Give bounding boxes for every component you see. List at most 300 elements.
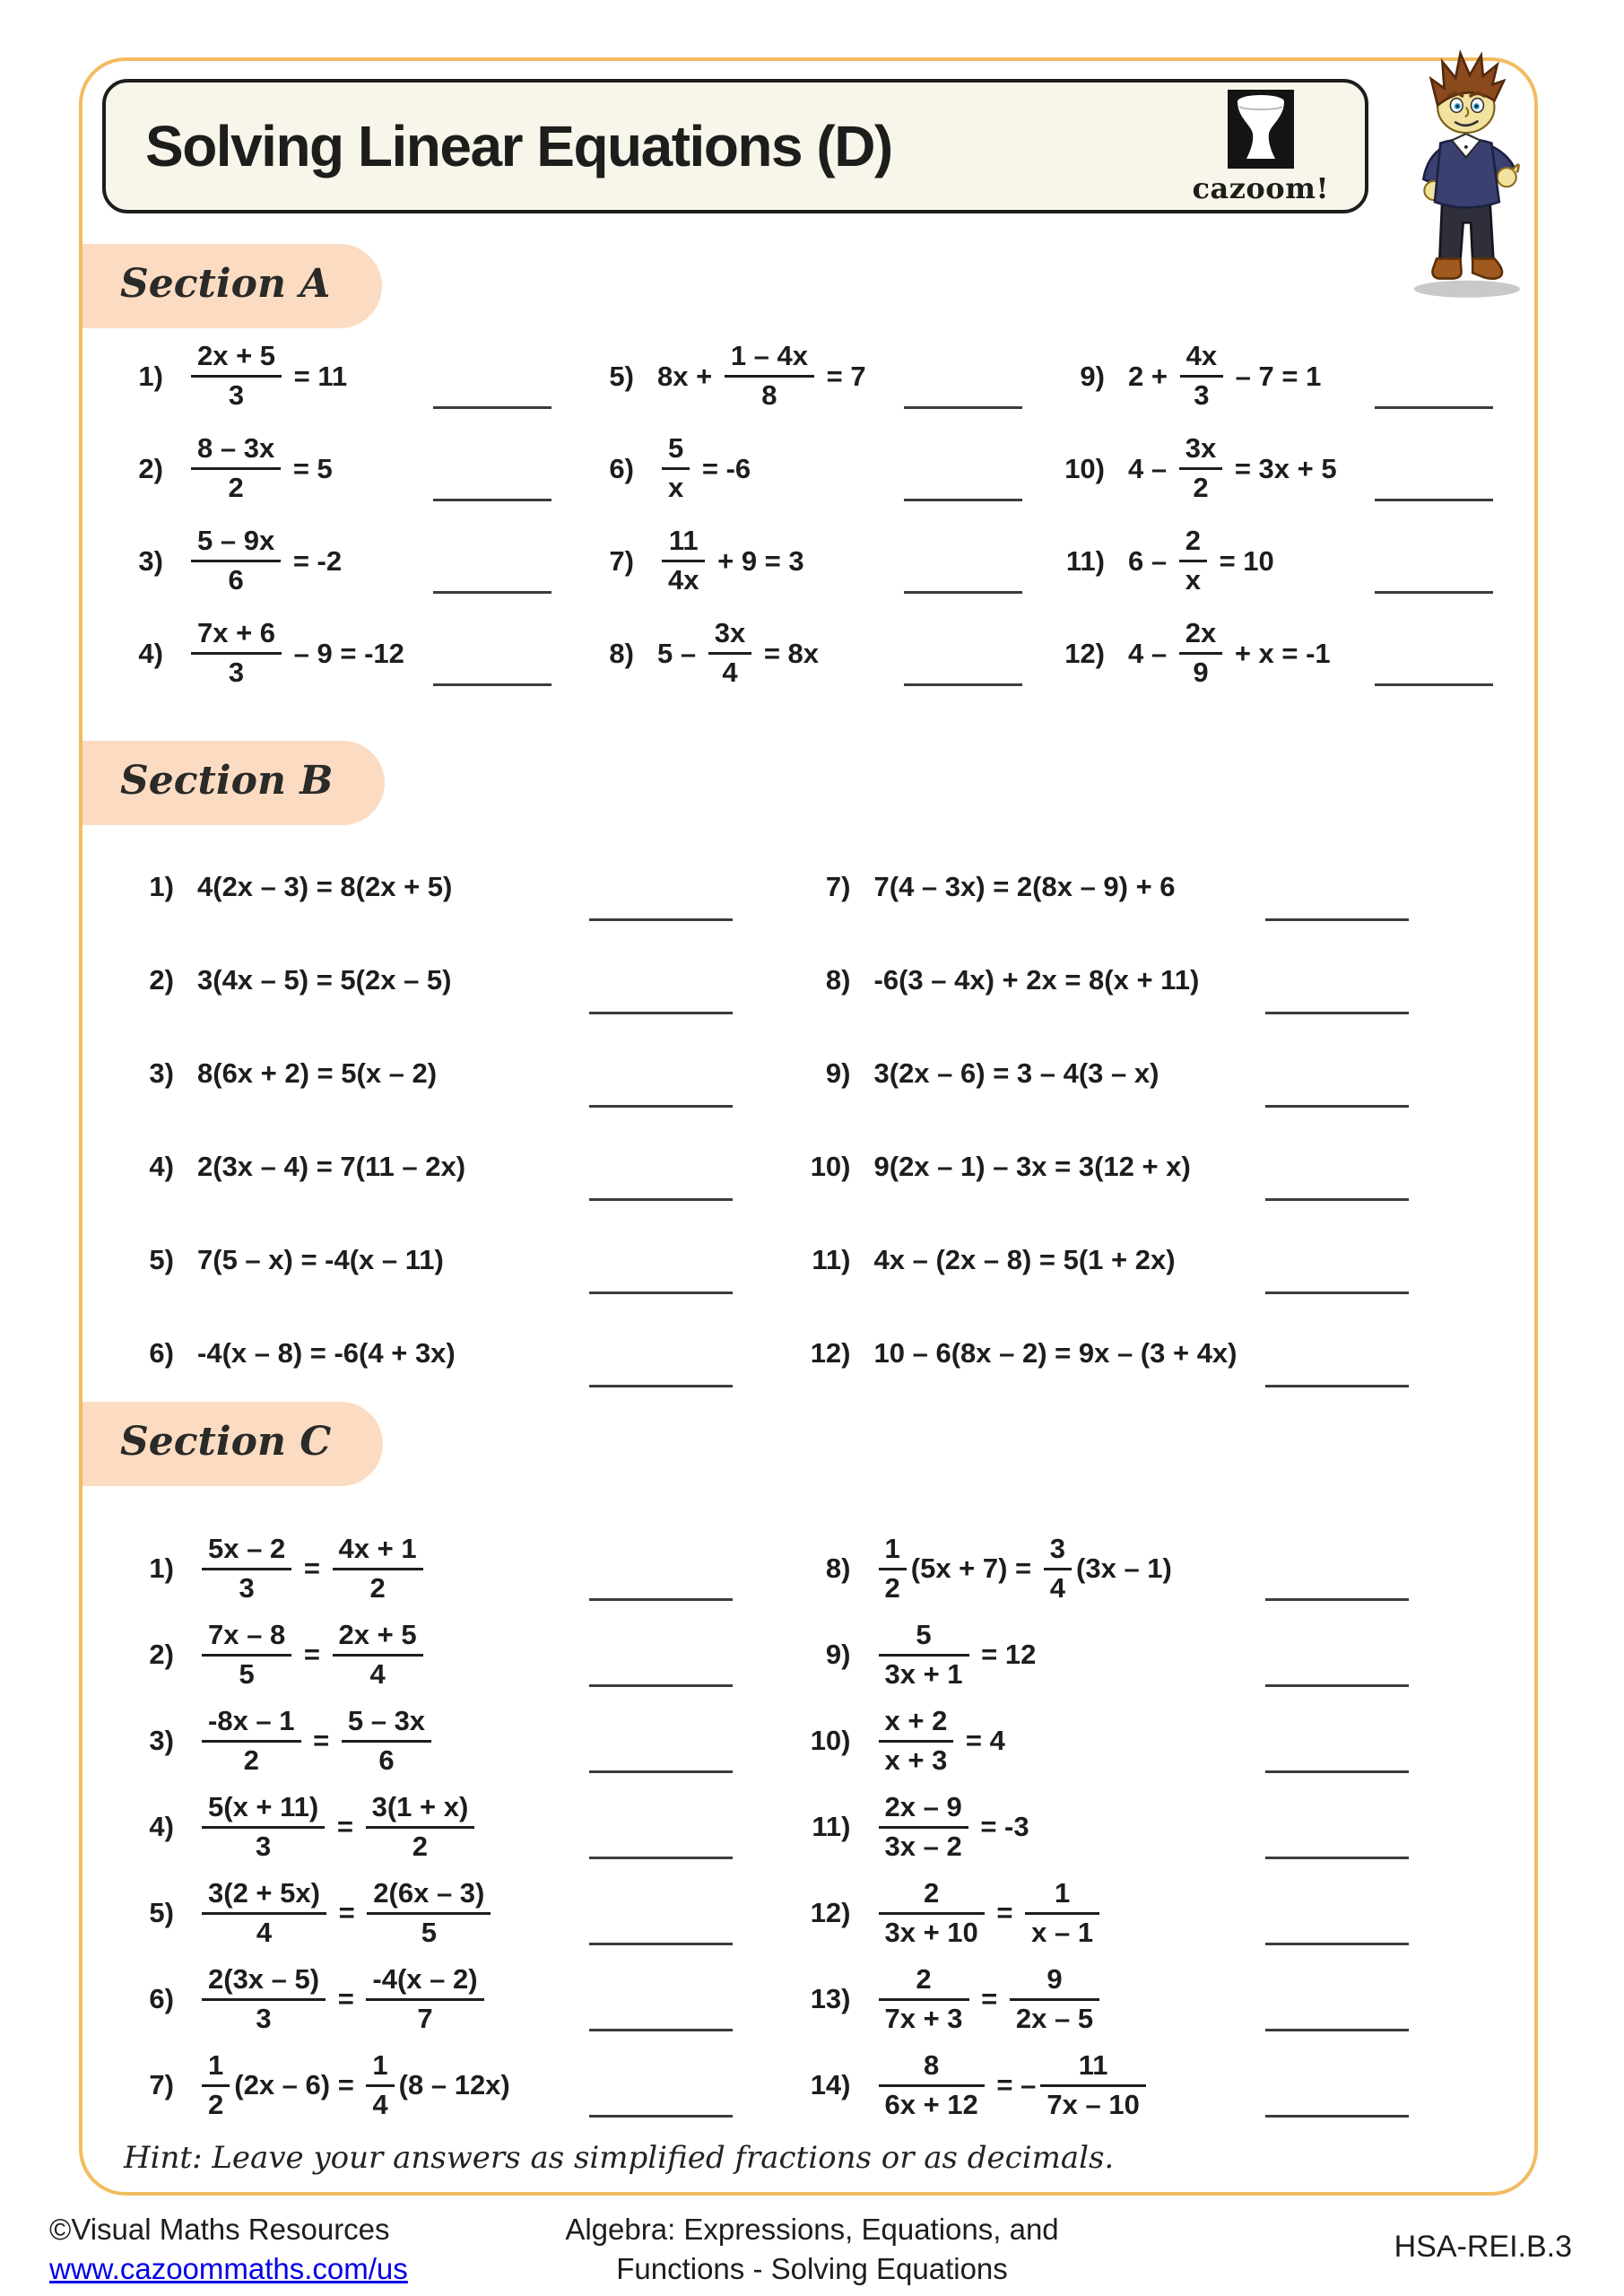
- equation: [197, 1620, 428, 1690]
- equation: [197, 1057, 437, 1090]
- fraction-denominator: 4: [1049, 1571, 1066, 1604]
- fraction-denominator: 3: [1194, 379, 1210, 411]
- answer-blank: [433, 683, 551, 686]
- equation-text: = 12: [973, 1639, 1037, 1670]
- equation-item: [578, 422, 1049, 515]
- category-line-1: Algebra: Expressions, Equations, and: [565, 2213, 1059, 2246]
- item-number: 13): [810, 1983, 851, 2014]
- fraction-numerator: 3x: [708, 618, 751, 655]
- answer-blank: [1265, 1770, 1409, 1773]
- equation-column: [578, 330, 1049, 700]
- equation-text: (2x – 6) =: [234, 2069, 362, 2100]
- fraction-denominator: 3: [228, 379, 245, 411]
- equation-text: 7(5 – x) = -4(x – 11): [197, 1244, 444, 1275]
- fraction-denominator: 3x – 2: [884, 1830, 962, 1862]
- equation: [874, 1792, 1029, 1862]
- answer-blank: [433, 406, 551, 409]
- fraction: [662, 433, 690, 503]
- equation-text: 2(3x – 4) = 7(11 – 2x): [197, 1151, 466, 1182]
- fraction: [202, 1706, 301, 1776]
- equation: [874, 871, 1176, 903]
- item-number: 1): [149, 871, 174, 902]
- equation-item: [795, 1698, 1472, 1784]
- fraction-denominator: 2: [1193, 472, 1209, 503]
- equation-text: 10 – 6(8x – 2) = 9x – (3 + 4x): [873, 1337, 1238, 1369]
- category-line-2: Functions - Solving Equations: [616, 2252, 1008, 2285]
- item-number: 10): [810, 1725, 851, 1756]
- fraction-denominator: 2: [369, 1571, 386, 1604]
- item-number: 8): [825, 1552, 851, 1584]
- equation-item: [118, 1307, 795, 1400]
- equation-text: =: [296, 1552, 328, 1584]
- equation-item: [118, 1027, 795, 1120]
- fraction: [342, 1706, 431, 1776]
- fraction-numerator: 1: [879, 1534, 907, 1570]
- fraction-numerator: 5: [662, 433, 690, 470]
- equation-item: [118, 1526, 795, 1612]
- footer: [0, 2208, 1624, 2296]
- fraction-numerator: 3(2 + 5x): [202, 1878, 326, 1915]
- fraction-denominator: 2: [228, 472, 244, 503]
- equation-item: [795, 1307, 1472, 1400]
- answer-blank: [1375, 591, 1493, 594]
- item-number: 2): [149, 964, 174, 996]
- equation-column: [108, 330, 578, 700]
- equation-text: – 7 = 1: [1228, 360, 1322, 392]
- equation-text: = 5: [285, 452, 333, 484]
- equation: [197, 1878, 495, 1948]
- equation-text: = -6: [694, 452, 751, 484]
- equation: [874, 2050, 1151, 2120]
- item-number: 3): [138, 544, 163, 577]
- item-number: 1): [138, 360, 163, 392]
- fraction-numerator: 7x + 6: [191, 618, 282, 655]
- equation-column: [795, 1526, 1472, 2128]
- item-number: 5): [609, 360, 634, 392]
- item-number: 4): [138, 637, 163, 669]
- item-number: 9): [825, 1057, 851, 1089]
- fraction-denominator: 4: [372, 2088, 388, 2120]
- equation-text: = 10: [1211, 544, 1274, 577]
- fraction-numerator: 5: [879, 1620, 969, 1657]
- equation-item: [795, 1612, 1472, 1698]
- equation: [187, 341, 347, 411]
- fraction: [879, 1620, 969, 1690]
- equation-text: =: [988, 1897, 1021, 1928]
- section-b-heading: Section B: [83, 741, 385, 825]
- fraction: [879, 1534, 907, 1604]
- fraction-numerator: x + 2: [879, 1706, 954, 1743]
- fraction: [1040, 2050, 1145, 2120]
- fraction-numerator: 5x – 2: [202, 1534, 291, 1570]
- equation: [197, 1792, 479, 1862]
- item-number: 11): [812, 1811, 851, 1842]
- equation-item: [795, 1120, 1472, 1213]
- fraction-denominator: 6x + 12: [884, 2088, 978, 2120]
- fraction-numerator: 3x: [1179, 433, 1222, 470]
- answer-blank: [1375, 406, 1493, 409]
- equation: [874, 1964, 1105, 2034]
- equation-text: = 3x + 5: [1227, 452, 1337, 484]
- equation-text: (5x + 7) =: [910, 1552, 1039, 1584]
- fraction-numerator: -4(x – 2): [366, 1964, 483, 2001]
- equation: [197, 1534, 428, 1604]
- fraction-denominator: 7: [417, 2002, 433, 2034]
- item-number: 10): [810, 1151, 851, 1182]
- equation: [657, 618, 819, 688]
- fraction-denominator: 4: [369, 1657, 386, 1690]
- equation-item: [108, 515, 578, 607]
- item-number: 8): [609, 637, 634, 669]
- fraction-denominator: 5: [421, 1916, 437, 1948]
- equation: [1128, 526, 1274, 596]
- answer-blank: [1265, 2115, 1409, 2118]
- equation-column: [118, 1526, 795, 2128]
- fraction: [1180, 341, 1223, 411]
- fraction: [662, 526, 705, 596]
- footer-credits: [49, 2210, 408, 2289]
- answer-blank: [589, 2029, 733, 2031]
- equation-text: = -2: [285, 544, 343, 577]
- item-number: 11): [1065, 544, 1105, 577]
- equation: [197, 2050, 510, 2120]
- fraction-denominator: x: [1185, 564, 1201, 596]
- fraction-numerator: 5(x + 11): [202, 1792, 325, 1829]
- answer-blank: [1265, 1943, 1409, 1945]
- equation-text: 7(4 – 3x) = 2(8x – 9) + 6: [873, 871, 1176, 902]
- fraction-denominator: x – 1: [1031, 1916, 1094, 1948]
- website-link[interactable]: www.cazoommaths.com/us: [49, 2252, 408, 2285]
- fraction: [202, 1878, 326, 1948]
- fraction-numerator: 2(3x – 5): [202, 1964, 326, 2001]
- fraction: [202, 1792, 325, 1862]
- equation: [874, 1057, 1159, 1090]
- fraction: [1179, 526, 1207, 596]
- fraction: [725, 341, 814, 411]
- fraction: [879, 2050, 985, 2120]
- fraction-denominator: 2: [243, 1744, 259, 1776]
- fraction: [367, 1878, 491, 1948]
- fraction: [366, 2050, 394, 2120]
- fraction-denominator: 3x + 10: [884, 1916, 978, 1948]
- item-number: 2): [138, 452, 163, 484]
- equation-item: [795, 2042, 1472, 2128]
- fraction-numerator: -8x – 1: [202, 1706, 301, 1743]
- fraction-numerator: 1: [202, 2050, 230, 2087]
- equation-text: -4(x – 8) = -6(4 + 3x): [197, 1337, 456, 1369]
- equation: [874, 1534, 1172, 1604]
- equation-text: = 11: [286, 360, 348, 392]
- fraction: [708, 618, 751, 688]
- equation-item: [118, 1612, 795, 1698]
- equation-item: [118, 2042, 795, 2128]
- equation-text: =: [973, 1983, 1005, 2014]
- answer-blank: [589, 1198, 733, 1201]
- answer-blank: [1375, 683, 1493, 686]
- equation-text: = 4: [958, 1725, 1005, 1756]
- fraction-numerator: 9: [1010, 1964, 1099, 2001]
- item-number: 7): [149, 2069, 174, 2100]
- copyright-text: ©Visual Maths Resources: [49, 2213, 390, 2246]
- fraction-numerator: 7x – 8: [202, 1620, 291, 1657]
- section-a-heading: Section A: [83, 244, 382, 328]
- equation: [874, 1620, 1037, 1690]
- fraction-denominator: 9: [1193, 657, 1209, 688]
- fraction-denominator: 4x: [668, 564, 699, 596]
- fraction-denominator: 7x – 10: [1046, 2088, 1140, 2120]
- fraction-denominator: 5: [239, 1657, 255, 1690]
- equation: [874, 1337, 1238, 1370]
- item-number: 5): [149, 1244, 174, 1275]
- answer-blank: [589, 1012, 733, 1014]
- answer-blank: [589, 1684, 733, 1687]
- fraction: [1044, 1534, 1072, 1604]
- equation-text: =: [329, 1811, 361, 1842]
- fraction: [333, 1620, 423, 1690]
- equation-text: 4x – (2x – 8) = 5(1 + 2x): [873, 1244, 1176, 1275]
- answer-blank: [589, 1105, 733, 1108]
- fraction: [366, 1964, 483, 2034]
- equation-item: [1049, 330, 1520, 422]
- fraction-numerator: 2: [1179, 526, 1207, 562]
- answer-blank: [589, 1857, 733, 1859]
- equation-text: =: [296, 1639, 328, 1670]
- fraction: [1010, 1964, 1099, 2034]
- fraction: [202, 1620, 291, 1690]
- equation-text: =: [305, 1725, 337, 1756]
- fraction-numerator: 1 – 4x: [725, 341, 814, 378]
- fraction-denominator: x + 3: [884, 1744, 948, 1776]
- answer-blank: [1265, 1292, 1409, 1294]
- answer-blank: [1265, 1012, 1409, 1014]
- equation-column: [118, 840, 795, 1400]
- section-a-equations: [108, 330, 1520, 700]
- item-number: 4): [149, 1151, 174, 1182]
- equation-text: -6(3 – 4x) + 2x = 8(x + 11): [873, 964, 1200, 996]
- equation: [657, 433, 751, 503]
- item-number: 8): [825, 964, 851, 996]
- equation: [187, 618, 404, 688]
- fraction-numerator: 5 – 9x: [191, 526, 281, 562]
- equation: [657, 341, 866, 411]
- fraction-numerator: 1: [1025, 1878, 1099, 1915]
- answer-blank: [1375, 499, 1493, 501]
- answer-blank: [589, 918, 733, 921]
- equation-item: [118, 1784, 795, 1870]
- hint-text: Hint: Leave your answers as simplified fractions or as decimals.: [124, 2140, 1115, 2176]
- answer-blank: [1265, 1684, 1409, 1687]
- equation-item: [795, 1027, 1472, 1120]
- equation-item: [795, 1784, 1472, 1870]
- item-number: 5): [149, 1897, 174, 1928]
- equation-item: [108, 422, 578, 515]
- equation-item: [118, 1698, 795, 1784]
- item-number: 6): [149, 1983, 174, 2014]
- equation-item: [795, 934, 1472, 1027]
- fraction: [879, 1878, 985, 1948]
- equation-item: [578, 330, 1049, 422]
- equation-text: 8x +: [657, 360, 720, 392]
- answer-blank: [589, 2115, 733, 2118]
- answer-blank: [1265, 1385, 1409, 1387]
- item-number: 6): [149, 1337, 174, 1369]
- equation-item: [578, 515, 1049, 607]
- fraction: [202, 1534, 291, 1604]
- equation-text: 3(2x – 6) = 3 – 4(3 – x): [873, 1057, 1159, 1089]
- fraction-numerator: 11: [662, 526, 705, 562]
- equation-text: – 9 = -12: [286, 637, 404, 669]
- fraction-denominator: 3x + 1: [884, 1657, 963, 1690]
- fraction-numerator: 3(1 + x): [366, 1792, 475, 1829]
- standard-code: HSA-REI.B.3: [1394, 2230, 1572, 2264]
- section-c-equations: [118, 1526, 1472, 2128]
- fraction-denominator: 6: [378, 1744, 395, 1776]
- answer-blank: [904, 683, 1022, 686]
- equation-column: [795, 840, 1472, 1400]
- fraction: [1179, 618, 1222, 688]
- equation: [1128, 618, 1331, 688]
- equation-text: = 7: [819, 360, 866, 392]
- fraction-denominator: x: [668, 472, 684, 503]
- fraction-numerator: 8 – 3x: [191, 433, 281, 470]
- answer-blank: [1265, 2029, 1409, 2031]
- equation-text: (3x – 1): [1076, 1552, 1172, 1584]
- item-number: 9): [1080, 360, 1105, 392]
- djembe-drum-icon: [1228, 90, 1294, 173]
- equation: [197, 1706, 436, 1776]
- equation-text: 4 –: [1128, 637, 1175, 669]
- equation-text: 8(6x + 2) = 5(x – 2): [197, 1057, 438, 1089]
- equation: [874, 964, 1200, 996]
- equation-item: [795, 840, 1472, 934]
- fraction-denominator: 3: [228, 657, 245, 688]
- equation-item: [1049, 515, 1520, 607]
- equation-column: [1049, 330, 1520, 700]
- equation-text: 4(2x – 3) = 8(2x + 5): [197, 871, 453, 902]
- equation: [874, 1244, 1176, 1276]
- equation: [1128, 433, 1337, 503]
- fraction-denominator: 3: [255, 1830, 272, 1862]
- fraction-numerator: 4x + 1: [333, 1534, 423, 1570]
- section-b-equations: [118, 840, 1472, 1400]
- equation-item: [795, 1870, 1472, 1956]
- item-number: 12): [810, 1337, 851, 1369]
- fraction-denominator: 2: [412, 1830, 429, 1862]
- equation: [197, 1244, 444, 1276]
- item-number: 9): [825, 1639, 851, 1670]
- item-number: 6): [609, 452, 634, 484]
- fraction-denominator: 4: [256, 1916, 273, 1948]
- fraction-denominator: 3: [256, 2002, 272, 2034]
- answer-blank: [904, 499, 1022, 501]
- item-number: 10): [1064, 452, 1105, 484]
- fraction: [1179, 433, 1222, 503]
- equation-text: 3(4x – 5) = 5(2x – 5): [197, 964, 452, 996]
- fraction: [879, 1964, 969, 2034]
- equation-item: [118, 840, 795, 934]
- equation-item: [795, 1956, 1472, 2042]
- answer-blank: [1265, 1598, 1409, 1601]
- item-number: 4): [149, 1811, 174, 1842]
- item-number: 1): [149, 1552, 174, 1584]
- fraction: [202, 1964, 326, 2034]
- answer-blank: [904, 591, 1022, 594]
- item-number: 7): [825, 871, 851, 902]
- fraction-numerator: 2x: [1179, 618, 1222, 655]
- item-number: 11): [812, 1244, 851, 1275]
- answer-blank: [1265, 1857, 1409, 1859]
- fraction-denominator: 2x – 5: [1015, 2002, 1094, 2034]
- equation-item: [1049, 607, 1520, 700]
- cazoom-logo: [1193, 90, 1329, 203]
- equation-item: [108, 330, 578, 422]
- equation-text: = –: [988, 2069, 1037, 2100]
- item-number: 7): [609, 544, 634, 577]
- item-number: 2): [149, 1639, 174, 1670]
- answer-blank: [904, 406, 1022, 409]
- fraction: [333, 1534, 423, 1604]
- fraction-denominator: 8: [761, 379, 777, 411]
- answer-blank: [1265, 1105, 1409, 1108]
- equation: [874, 1878, 1105, 1948]
- equation-item: [118, 1956, 795, 2042]
- fraction-numerator: 5 – 3x: [342, 1706, 431, 1743]
- equation: [197, 1337, 456, 1370]
- equation: [657, 526, 804, 596]
- equation-item: [118, 1120, 795, 1213]
- equation-item: [118, 1870, 795, 1956]
- footer-category: [565, 2210, 1058, 2289]
- fraction-numerator: 4x: [1180, 341, 1223, 378]
- equation-text: =: [330, 1897, 363, 1928]
- equation-text: = 8x: [756, 637, 820, 669]
- fraction: [879, 1792, 968, 1862]
- title-banner: [102, 79, 1368, 213]
- equation-text: = -3: [972, 1811, 1029, 1842]
- answer-blank: [1265, 918, 1409, 921]
- equation-text: (8 – 12x): [398, 2069, 510, 2100]
- fraction-numerator: 3: [1044, 1534, 1072, 1570]
- equation-item: [795, 1213, 1472, 1307]
- fraction: [191, 526, 281, 596]
- fraction-denominator: 2: [208, 2088, 224, 2120]
- answer-blank: [589, 1943, 733, 1945]
- equation: [187, 526, 342, 596]
- equation-item: [118, 1213, 795, 1307]
- fraction: [191, 618, 282, 688]
- answer-blank: [589, 1770, 733, 1773]
- fraction-denominator: 6: [228, 564, 244, 596]
- fraction-numerator: 2x – 9: [879, 1792, 968, 1829]
- fraction: [202, 2050, 230, 2120]
- equation-text: =: [330, 1983, 362, 2014]
- fraction: [191, 433, 281, 503]
- equation-item: [118, 934, 795, 1027]
- boy-mascot-illustration: [1388, 47, 1550, 302]
- page-title: Solving Linear Equations (D): [145, 114, 892, 178]
- answer-blank: [589, 1598, 733, 1601]
- equation: [874, 1151, 1191, 1183]
- fraction-numerator: 2: [879, 1878, 985, 1915]
- equation-text: 5 –: [657, 637, 704, 669]
- equation-text: + x = -1: [1227, 637, 1331, 669]
- equation: [197, 1151, 465, 1183]
- fraction-numerator: 2x + 5: [191, 341, 282, 378]
- equation: [197, 964, 451, 996]
- worksheet-card: [79, 57, 1538, 2196]
- fraction: [879, 1706, 954, 1776]
- item-number: 14): [810, 2069, 851, 2100]
